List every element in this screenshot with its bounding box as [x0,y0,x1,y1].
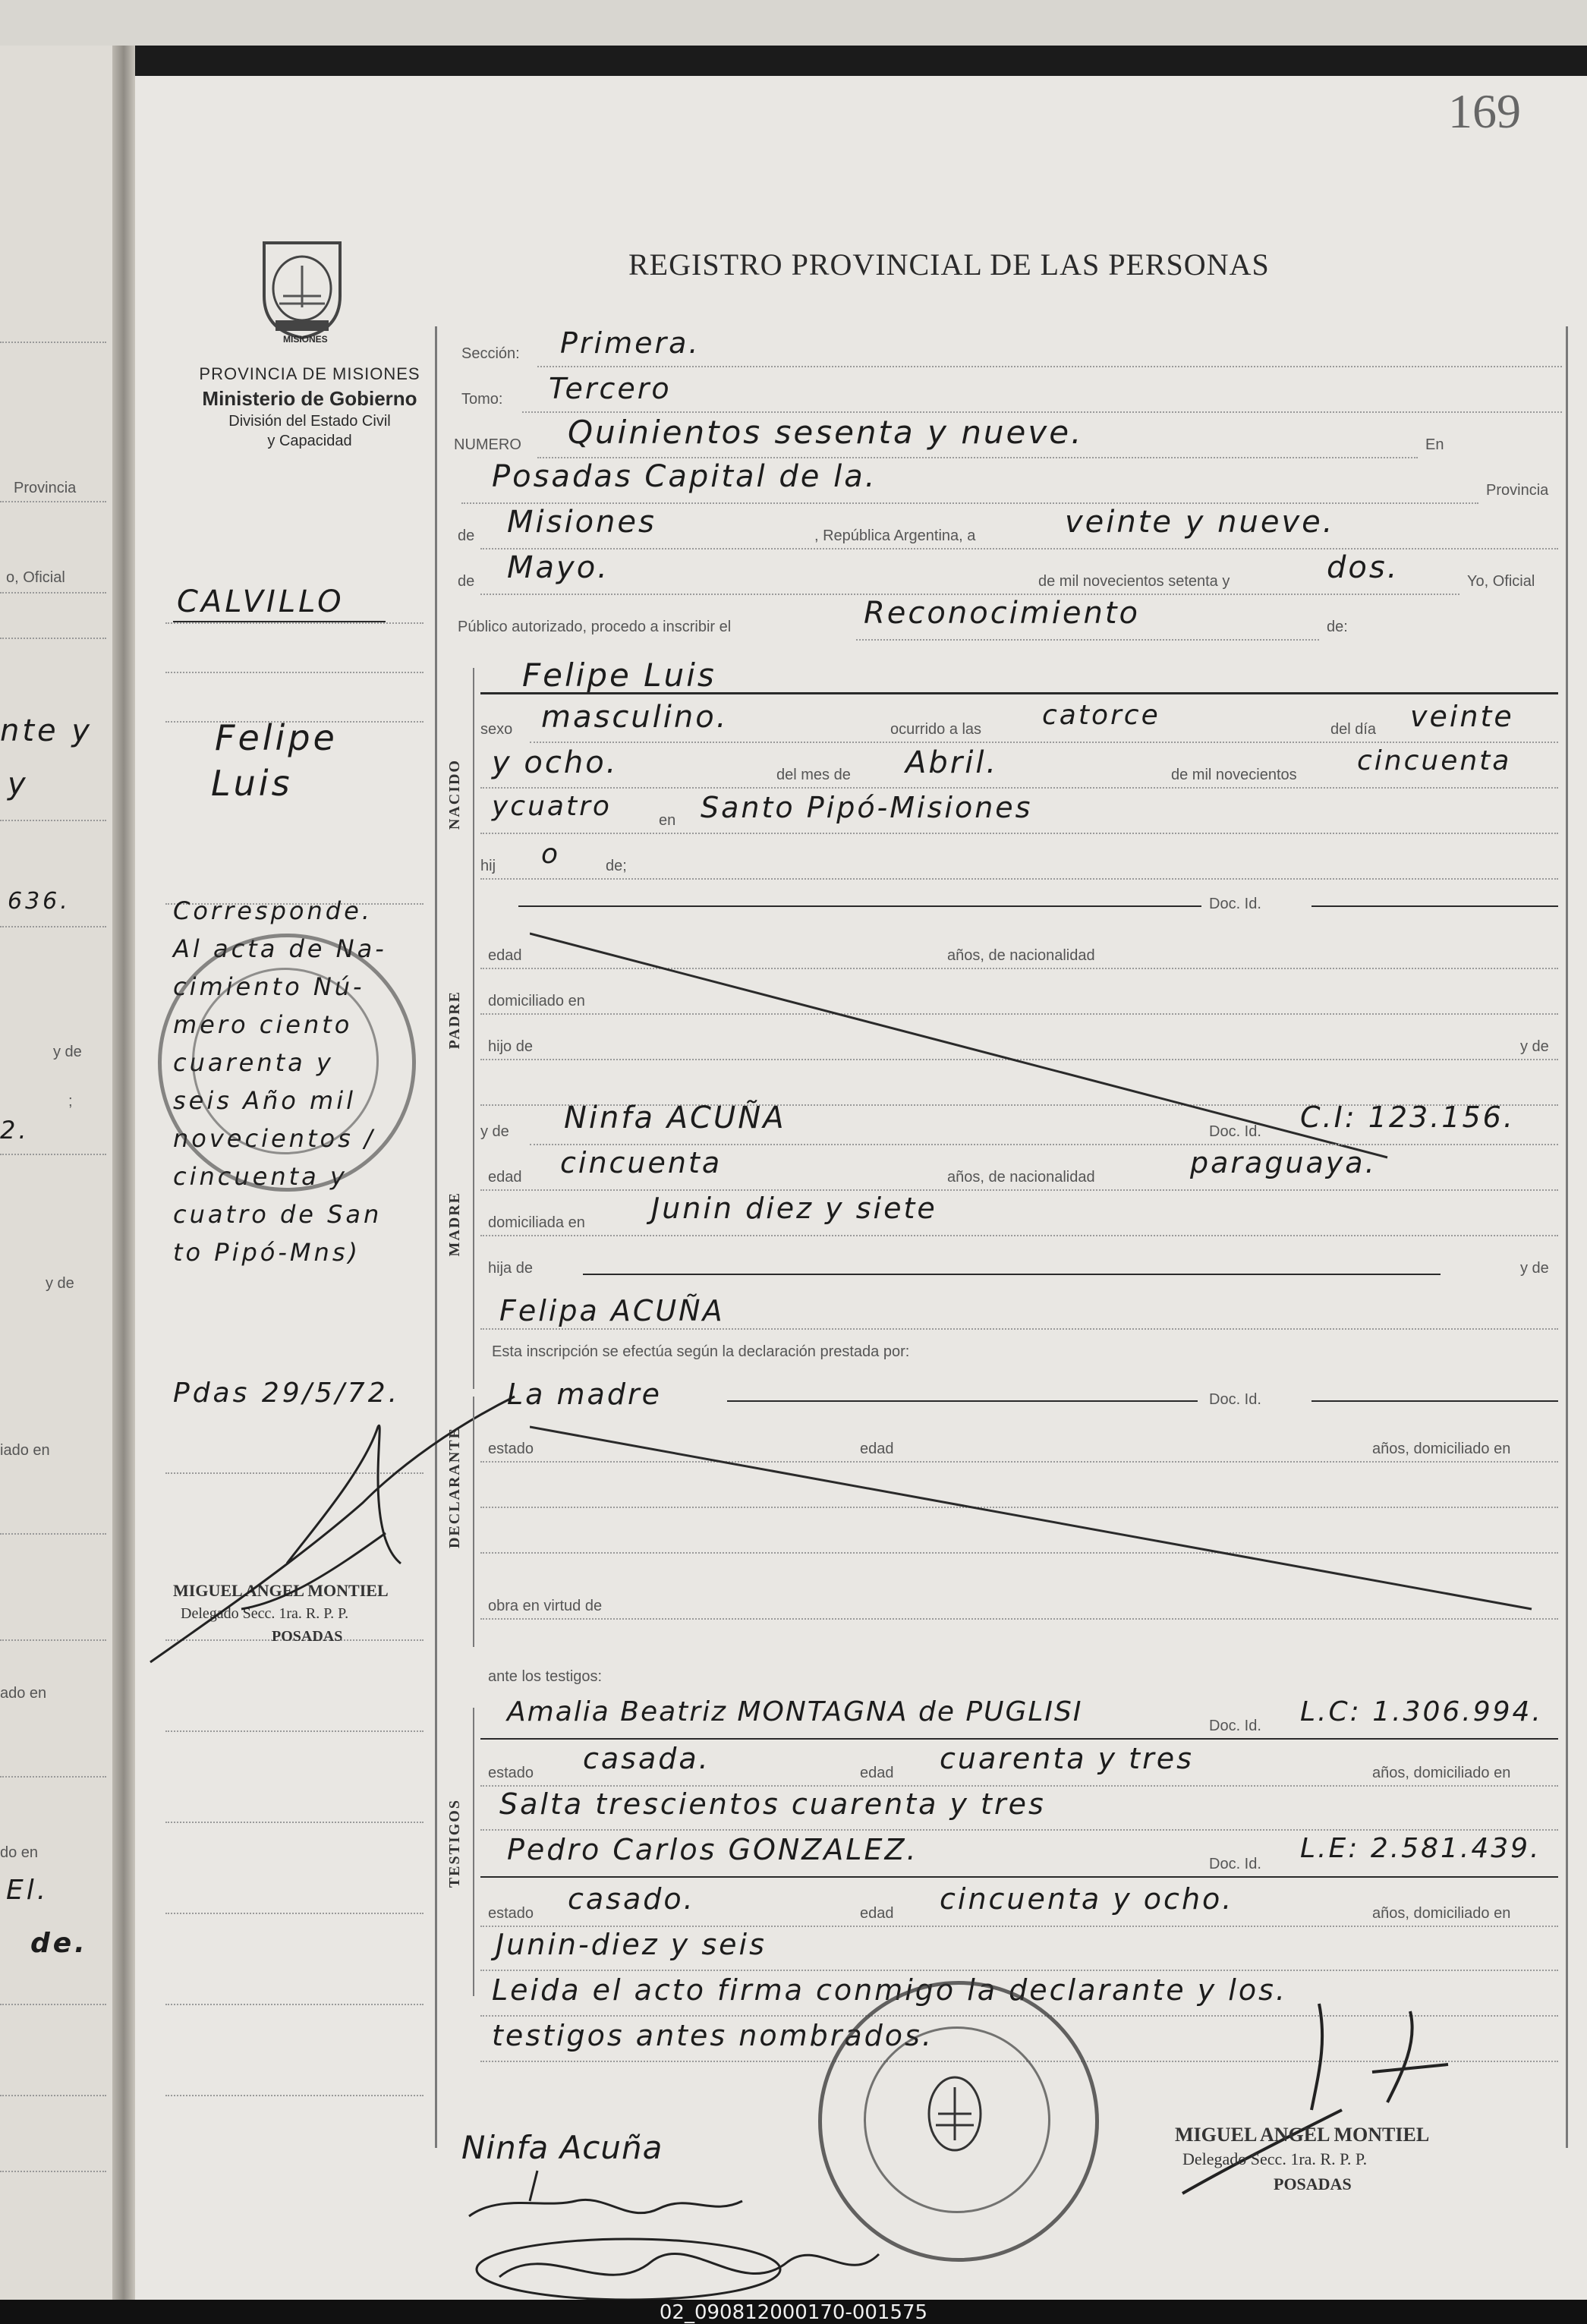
value-testigo2-dom: Junin-diez y seis [496,1928,767,1961]
label-de-mil-nov: de mil novecientos [1171,767,1297,783]
label-testigos: ante los testigos: [488,1668,603,1685]
section-nacido: NACIDO [446,759,463,830]
label-del-mes: del mes de [776,767,851,783]
signature-scribbles-icon [454,2148,1046,2322]
crest-icon [257,235,348,342]
left-fragment: nte y [0,713,93,748]
value-mes: Mayo. [507,550,609,585]
label-y-de: y de [1520,1260,1549,1277]
label-doc-id: Doc. Id. [1209,1718,1261,1734]
label-hijo-de: hijo de [488,1038,533,1055]
label-doc-id: Doc. Id. [1209,1856,1261,1872]
official-city: POSADAS [1274,2174,1352,2193]
label-hija-de: hija de [488,1260,533,1277]
label-yo-oficial: Yo, Oficial [1467,573,1535,590]
declarante-void-strike [530,1412,1587,1624]
page-number: 169 [1448,84,1521,138]
label-tomo: Tomo: [461,391,503,408]
value-testigo1-estado: casada. [583,1742,710,1775]
value-madre-edad: cincuenta [560,1146,723,1179]
label-anos-dom: años, domiciliado en [1372,1765,1511,1781]
label-republica: , República Argentina, a [814,527,976,544]
label-estado: estado [488,1905,534,1922]
label-anos-dom: años, domiciliado en [1372,1905,1511,1922]
label-y-de: y de [480,1123,509,1140]
official-name: MIGUEL ANGEL MONTIEL [1175,2124,1430,2146]
value-numero: Quinientos sesenta y nueve. [568,414,1084,451]
left-fragment: y de [53,1044,82,1060]
value-dia: veinte y nueve. [1065,505,1335,540]
margin-note-line: novecientos / [173,1124,376,1153]
margin-note-line: Corresponde. [173,896,373,925]
label-estado: estado [488,1441,534,1457]
label-doc-id: Doc. Id. [1209,1391,1261,1408]
margin-note-line: cuarenta y [173,1048,334,1077]
label-provincia: Provincia [1486,482,1549,499]
section-declarante: DECLARANTE [446,1427,463,1549]
margin-given-name-1: Felipe [215,717,338,758]
value-mes-nac: Abril. [905,745,999,780]
label-numero: NUMERO [454,436,521,453]
value-dia-nac-2: y ocho. [492,745,619,780]
section-madre: MADRE [446,1192,463,1257]
value-hora: catorce [1042,700,1160,731]
label-hijo: hij [480,858,496,874]
value-declarante: La madre [507,1378,662,1411]
value-dia-nac: veinte [1410,700,1514,733]
label-domiciliada: domiciliada en [488,1214,585,1231]
document-id: 02_090812000170-001575 [659,2301,928,2324]
value-nombre: Felipe Luis [522,657,716,694]
margin-note-line: cincuenta y [173,1162,348,1191]
margin-delegate-name: MIGUEL ANGEL MONTIEL [173,1581,389,1600]
margin-date: Pdas 29/5/72. [173,1378,401,1409]
margin-note-line: cuatro de San [173,1200,383,1229]
label-declaracion: Esta inscripción se efectúa según la declaración prestada por: [492,1343,910,1360]
value-lugar-nac: Santo Pipó-Misiones [701,791,1033,824]
margin-note-line: seis Año mil [173,1086,356,1115]
label-de: de [458,573,475,590]
label-anos-nac: años, de nacionalidad [947,1169,1095,1186]
margin-surname: CALVILLO [177,584,345,619]
value-madre: Ninfa ACUÑA [564,1101,786,1135]
value-madre-padre: Felipa ACUÑA [499,1294,725,1327]
value-anio-nac-2: ycuatro [492,791,612,822]
value-testigo2-estado: casado. [568,1882,695,1916]
left-fragment: ; [68,1093,73,1110]
ministry-name: Ministerio de Gobierno [202,387,417,410]
label-edad: edad [860,1905,894,1922]
label-edad: edad [488,947,522,964]
right-border [1566,326,1568,2148]
stamp-crest-icon [924,2072,985,2156]
value-madre-doc: C.I: 123.156. [1300,1101,1515,1134]
left-fragment: 2. [0,1116,30,1145]
label-edad: edad [860,1441,894,1457]
margin-note-line: mero ciento [173,1010,353,1039]
value-hijo-o: o [541,839,561,870]
value-testigo2: Pedro Carlos GONZALEZ. [507,1833,918,1866]
left-fragment: ado en [0,1685,47,1702]
value-madre-nac: paraguaya. [1190,1146,1377,1179]
registry-stamp-margin-inner [192,968,379,1154]
closing-line-1: Leida el acto firma conmigo la declarante y los. [492,1973,1287,2007]
value-sexo: masculino. [541,700,729,735]
book-spine [112,46,135,2307]
value-testigo1-dom: Salta trescientos cuarenta y tres [499,1787,1046,1821]
label-ocurrido: ocurrido a las [890,721,982,738]
label-publico: Público autorizado, procedo a inscribir el [458,619,732,635]
value-acto: Reconocimiento [864,596,1140,631]
label-obra: obra en virtud de [488,1598,603,1614]
margin-given-name-2: Luis [211,763,293,804]
division-line-2: y Capacidad [267,433,352,449]
label-y-de: y de [1520,1038,1549,1055]
label-edad: edad [860,1765,894,1781]
division-line-1: División del Estado Civil [228,413,391,430]
main-page [135,76,1587,2300]
province-name: PROVINCIA DE MISIONES [199,364,420,383]
signature-declarante: Ninfa Acuña [461,2129,663,2166]
book-top-edge [0,0,1587,46]
label-de-colon: de: [1327,619,1348,635]
closing-line-2: testigos antes nombrados. [492,2019,934,2052]
left-fragment: Provincia [14,480,77,496]
left-fragment: do en [0,1844,39,1861]
label-sexo: sexo [480,721,513,738]
label-en: En [1425,436,1444,453]
value-testigo1: Amalia Beatriz MONTAGNA de PUGLISI [507,1696,1083,1727]
left-fragment: y de [46,1275,74,1292]
value-anio: dos. [1327,550,1400,585]
label-doc-id: Doc. Id. [1209,1123,1261,1140]
value-provincia: Misiones [507,505,657,540]
value-madre-dom: Junin diez y siete [651,1192,937,1225]
label-domiciliado: domiciliado en [488,993,585,1009]
left-page [0,46,112,2307]
margin-delegate-city: POSADAS [272,1628,343,1645]
value-testigo1-edad: cuarenta y tres [940,1742,1194,1775]
value-anio-nac: cincuenta [1357,745,1512,776]
label-estado: estado [488,1765,534,1781]
margin-delegate-title: Delegado Secc. 1ra. R. P. P. [181,1605,349,1622]
label-del-dia: del día [1330,721,1377,738]
crest-label: MISIONES [283,334,328,345]
label-edad: edad [488,1169,522,1186]
left-fragment: de. [30,1928,88,1959]
label-de-semi: de; [606,858,627,874]
label-en-lower: en [659,812,676,829]
left-fragment: 636. [8,888,71,915]
left-fragment: iado en [0,1442,50,1459]
value-testigo2-edad: cincuenta y ocho. [940,1882,1234,1916]
section-padre: PADRE [446,990,463,1050]
margin-note-line: Al acta de Na- [173,934,387,963]
official-title: Delegado Secc. 1ra. R. P. P. [1182,2149,1368,2168]
label-de: de [458,527,475,544]
margin-signature-icon [135,1381,530,1685]
margin-divider [435,326,437,2148]
value-lugar: Posadas Capital de la. [492,459,877,494]
label-seccion: Sección: [461,345,520,362]
label-doc-id: Doc. Id. [1209,896,1261,912]
section-testigos: TESTIGOS [446,1799,463,1888]
label-anos-nac: años, de nacionalidad [947,947,1095,964]
left-fragment: o, Oficial [6,569,65,586]
margin-note-line: to Pipó-Mns) [173,1238,361,1267]
label-anos-dom: años, domiciliado en [1372,1441,1511,1457]
left-fragment: y [8,767,29,801]
value-testigo1-doc: L.C: 1.306.994. [1300,1696,1543,1727]
left-fragment: El. [6,1875,49,1906]
value-seccion: Primera. [560,326,701,360]
value-tomo: Tercero [549,372,672,405]
document-title: REGISTRO PROVINCIAL DE LAS PERSONAS [628,247,1270,282]
value-testigo2-doc: L.E: 2.581.439. [1300,1833,1541,1864]
label-de-mil: de mil novecientos setenta y [1038,573,1230,590]
margin-note-line: cimiento Nú- [173,972,365,1001]
